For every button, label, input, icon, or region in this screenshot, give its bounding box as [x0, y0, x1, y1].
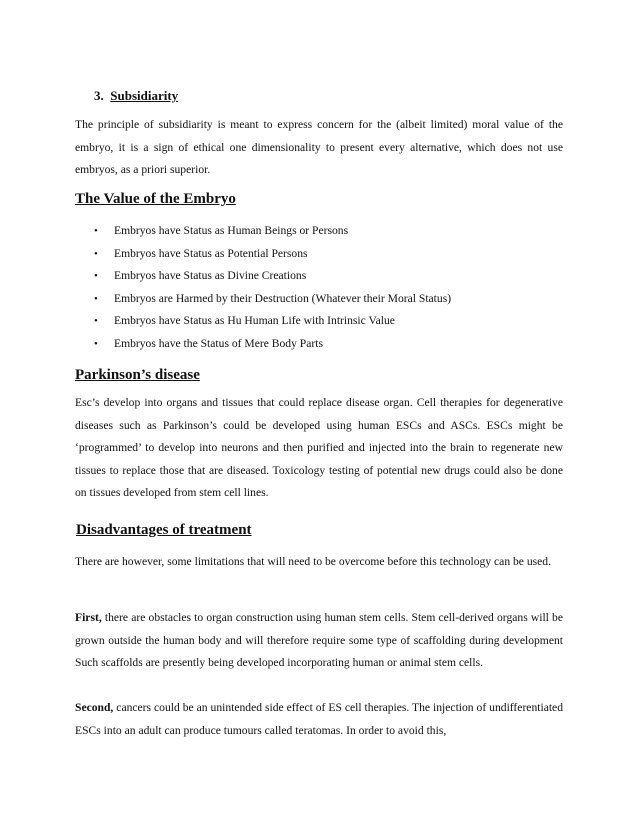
- first-text: there are obstacles to organ construction using human stem cells. Stem cell-derived organs will be grown outside the human body and will therefore require some type of scaffolding during development Such scaffolds are presently being developed incorporating human or animal stem cells.: [75, 611, 563, 670]
- value-of-embryo-heading: The Value of the Embryo: [75, 191, 236, 207]
- embryo-status-list: [94, 220, 554, 356]
- list-item: • Embryos have Status as Potential Persons: [94, 243, 554, 266]
- first-limitation-paragraph: [75, 607, 563, 675]
- second-limitation-paragraph: [75, 697, 563, 742]
- section-3-heading: [94, 88, 178, 104]
- parkinsons-heading: Parkinson’s disease: [75, 367, 200, 383]
- list-item: • Embryos have the Status of Mere Body Parts: [94, 333, 554, 356]
- bullet-icon: •: [94, 315, 98, 328]
- section-3-title: Subsidiarity: [110, 88, 179, 103]
- bullet-icon: •: [94, 225, 98, 237]
- second-text: cancers could be an unintended side effect of ES cell therapies. The injection of undifferentiated ESCs into an adult can produce tumours called teratomas. In order to avoid this,: [75, 701, 563, 737]
- disadvantages-heading: Disadvantages of treatment: [76, 522, 252, 538]
- subsidiarity-paragraph: The principle of subsidiarity is meant to express concern for the (albeit limited) moral value of the embryo, it is a sign of ethical one dimensionality to present every alternative, which does not use embryos, as a priori superior.: [75, 118, 563, 177]
- list-item: • Embryos are Harmed by their Destruction (Whatever their Moral Status): [94, 288, 554, 311]
- bullet-icon: •: [94, 292, 98, 305]
- section-3-number: 3.: [94, 88, 104, 103]
- list-item: • Embryos have Status as Human Beings or Persons: [94, 220, 554, 243]
- list-item: • Embryos have Status as Hu Human Life with Intrinsic Value: [94, 310, 554, 333]
- bullet-icon: •: [94, 337, 98, 350]
- first-lead: First,: [75, 611, 102, 624]
- parkinsons-paragraph: Esc’s develop into organs and tissues that could replace disease organ. Cell therapies for degenerative diseases such as Parkinson’s could be developed using human ESCs and ASCs. ESCs might be ‘programmed’ to develop into neurons and then purified and injected into the brain to regenerate new tissues to replace those that are diseased. Toxicology testing of potential new drugs could also be done on tissues developed from stem cell lines.: [75, 396, 563, 500]
- bullet-icon: •: [94, 247, 98, 260]
- second-lead: Second,: [75, 701, 114, 714]
- list-item: • Embryos have Status as Divine Creations: [94, 265, 554, 288]
- disadvantages-intro: There are however, some limitations that will need to be overcome before this technology can be used.: [75, 555, 552, 568]
- bullet-icon: •: [94, 270, 98, 283]
